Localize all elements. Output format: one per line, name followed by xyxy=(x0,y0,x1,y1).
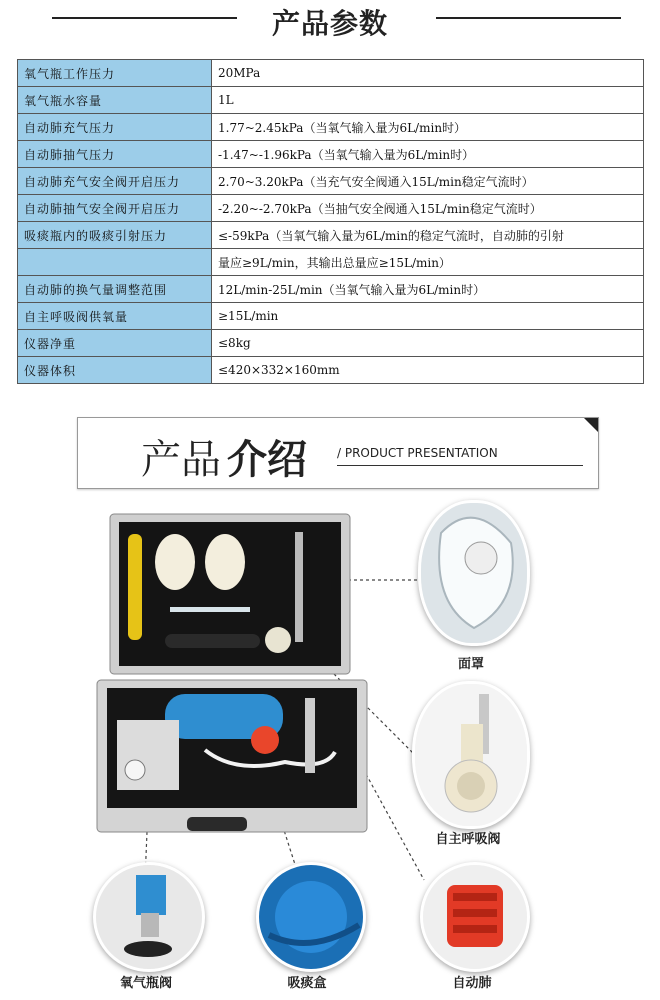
cylinder-valve-photo xyxy=(93,862,205,972)
spec-value: -1.47~-1.96kPa（当氧气输入量为6L/min时） xyxy=(212,141,644,168)
spec-value: ≤-59kPa（当氧气输入量为6L/min的稳定气流时，自动肺的引射 xyxy=(212,222,644,249)
banner-title-bold: 介绍 xyxy=(227,437,307,483)
page-title: 产品参数 xyxy=(271,7,388,40)
spec-value: 1L xyxy=(212,87,644,114)
spec-value: 20MPa xyxy=(212,60,644,87)
spec-label: 仪器净重 xyxy=(18,330,212,357)
caption-sputum-box: 吸痰盒 xyxy=(287,976,327,991)
banner-subtitle: / PRODUCT PRESENTATION xyxy=(337,446,498,460)
spec-value: ≥15L/min xyxy=(212,303,644,330)
sputum-box-photo xyxy=(256,862,366,972)
spec-label: 仪器体积 xyxy=(18,357,212,384)
spec-value: 2.70~3.20kPa（当充气安全阀通入15L/min稳定气流时） xyxy=(212,168,644,195)
auto-lung-photo xyxy=(420,862,530,972)
caption-valve: 自主呼吸阀 xyxy=(435,832,501,847)
spec-label: 自动肺充气压力 xyxy=(18,114,212,141)
banner-title-regular: 产品 xyxy=(141,437,221,483)
caption-cylinder-valve: 氧气瓶阀 xyxy=(119,976,172,991)
spec-value: 1.77~2.45kPa（当氧气输入量为6L/min时） xyxy=(212,114,644,141)
spec-value: -2.20~-2.70kPa（当抽气安全阀通入15L/min稳定气流时） xyxy=(212,195,644,222)
spec-label: 氧气瓶水容量 xyxy=(18,87,212,114)
spec-value: ≤420×332×160mm xyxy=(212,357,644,384)
spec-label: 氧气瓶工作压力 xyxy=(18,60,212,87)
caption-mask: 面罩 xyxy=(457,657,484,672)
spec-label: 自动肺充气安全阀开启压力 xyxy=(18,168,212,195)
breathing-valve-photo xyxy=(412,681,530,829)
spec-label: 自动肺抽气安全阀开启压力 xyxy=(18,195,212,222)
spec-value: 12L/min-25L/min（当氧气输入量为6L/min时） xyxy=(212,276,644,303)
caption-auto-lung: 自动肺 xyxy=(452,976,492,991)
spec-label: 自动肺抽气压力 xyxy=(18,141,212,168)
spec-label: 自主呼吸阀供氧量 xyxy=(18,303,212,330)
product-case-image xyxy=(95,512,370,837)
spec-label: 吸痰瓶内的吸痰引射压力 xyxy=(18,222,212,249)
mask-photo xyxy=(418,500,530,646)
spec-label: 自动肺的换气量调整范围 xyxy=(18,276,212,303)
spec-value: ≤8kg xyxy=(212,330,644,357)
spec-value: 量应≥9L/min，其输出总量应≥15L/min） xyxy=(212,249,644,276)
